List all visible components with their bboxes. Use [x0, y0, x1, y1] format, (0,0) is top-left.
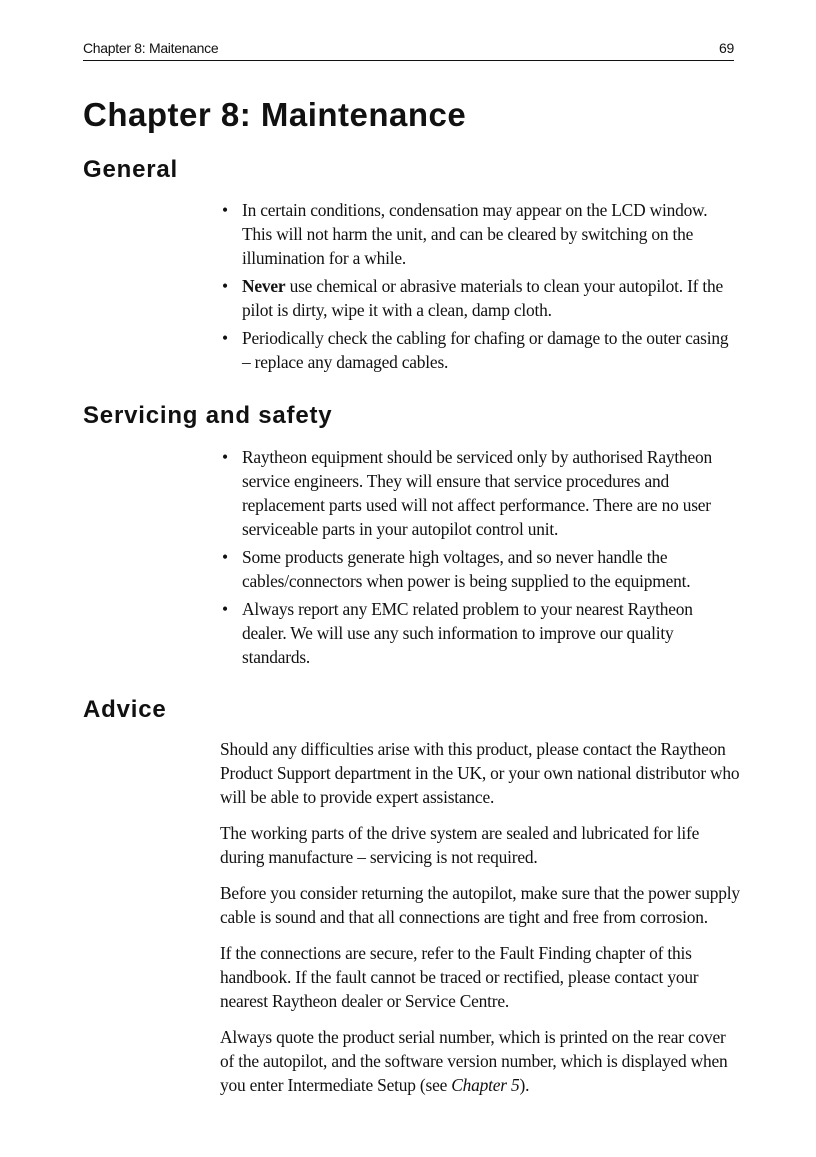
list-item-text: use chemical or abrasive materials to clean your autopilot. If the pilot is dirty, wipe it with a clean, damp cloth. — [242, 276, 724, 320]
advice-paragraph — [220, 1025, 740, 1097]
list-item — [220, 445, 740, 541]
list-item — [220, 545, 740, 593]
page-number: 69 — [719, 40, 734, 56]
list-item-text: Raytheon equipment should be serviced only by authorised Raytheon service engineers. They will ensure that service procedures and replacement parts used will not affect performance. There are no user serviceable parts in your autopilot control unit. — [242, 447, 712, 539]
servicing-bullet-list — [220, 445, 740, 673]
advice-paragraph: The working parts of the drive system are sealed and lubricated for life during manufacture – servicing is not required. — [220, 823, 700, 867]
bullet-icon: • — [222, 328, 228, 348]
list-item — [220, 198, 740, 270]
list-item-emphasis: Never — [242, 276, 286, 296]
bullet-icon: • — [222, 200, 228, 220]
list-item — [220, 597, 740, 669]
advice-paragraph: Should any difficulties arise with this product, please contact the Raytheon Product Support department in the UK, or your own national distributor who will be able to provide expert assistance. — [220, 739, 740, 807]
bullet-icon: • — [222, 276, 228, 296]
running-header-title: Chapter 8: Maitenance — [83, 40, 219, 56]
bullet-icon: • — [222, 447, 228, 467]
list-item — [220, 326, 740, 374]
chapter-title: Chapter 8: Maintenance — [83, 96, 467, 133]
chapter-reference: Chapter 5 — [451, 1075, 520, 1095]
advice-body — [220, 737, 740, 1109]
list-item-text: In certain conditions, condensation may appear on the LCD window. This will not harm the unit, and can be cleared by switching on the illumination for a while. — [242, 200, 708, 268]
bullet-icon: • — [222, 599, 228, 619]
section-heading-servicing: Servicing and safety — [83, 402, 333, 429]
advice-paragraph-text-end: ). — [519, 1075, 530, 1095]
advice-paragraph: Before you consider returning the autopilot, make sure that the power supply cable is sound and that all connections are tight and free from corrosion. — [220, 883, 740, 927]
list-item-text: Always report any EMC related problem to your nearest Raytheon dealer. We will use any such information to improve our quality standards. — [242, 599, 693, 667]
list-item — [220, 274, 740, 322]
list-item-text: Periodically check the cabling for chafing or damage to the outer casing – replace any damaged cables. — [242, 328, 729, 372]
advice-paragraph: If the connections are secure, refer to the Fault Finding chapter of this handbook. If the fault cannot be traced or rectified, please contact your nearest Raytheon dealer or Service Centre. — [220, 943, 699, 1011]
list-item-text: Some products generate high voltages, and so never handle the cables/connectors when power is being supplied to the equipment. — [242, 547, 691, 591]
section-heading-advice: Advice — [83, 696, 167, 723]
advice-paragraph-text: Always quote the product serial number, which is printed on the rear cover of the autopilot, and the software version number, which is displayed when you enter Intermediate Setup (see — [220, 1027, 728, 1095]
general-bullet-list — [220, 198, 740, 378]
running-header — [83, 38, 734, 61]
section-heading-general: General — [83, 156, 178, 183]
bullet-icon: • — [222, 547, 228, 567]
